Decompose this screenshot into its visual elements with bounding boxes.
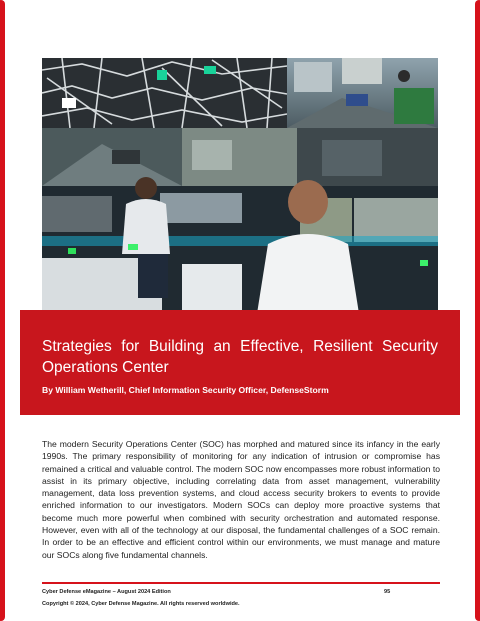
hero-image-soc-operators [42,58,438,320]
footer-divider [42,582,440,584]
right-red-edge-bar [475,0,480,621]
article-title: Strategies for Building an Effective, Resilient Security Operations Center [42,338,438,376]
left-red-edge-bar [0,0,5,621]
article-body-paragraph: The modern Security Operations Center (SOC) has morphed and matured since its infancy in the early 1990s. The primary responsibility of monitoring for any indication of intrusion or compromise has remained a critical and valuable control. The modern SOC now encompasses more robust information to assist in its primary objective, including correlating data from asset management, vulnerability management, data loss prevention systems, and cloud access security brokers to events to provide enriched information to our investigators. Modern SOCs can deploy more proactive systems that become much more powerful when combined with security orchestration and automated response. However, even with all of the technology at our disposal, the fundamental challenges of a SOC remain. In order to be an effective and efficient control within our environments, we must manage and mature our SOCs along five fundamental channels. [42,439,440,560]
page-number: 95 [384,589,391,595]
footer-copyright: Copyright © 2024, Cyber Defense Magazine. All rights reserved worldwide. [42,601,240,607]
footer-edition: Cyber Defense eMagazine – August 2024 Edition [42,589,171,595]
title-banner [20,310,460,415]
article-byline: By William Wetherill, Chief Information Security Officer, DefenseStorm [42,385,329,395]
